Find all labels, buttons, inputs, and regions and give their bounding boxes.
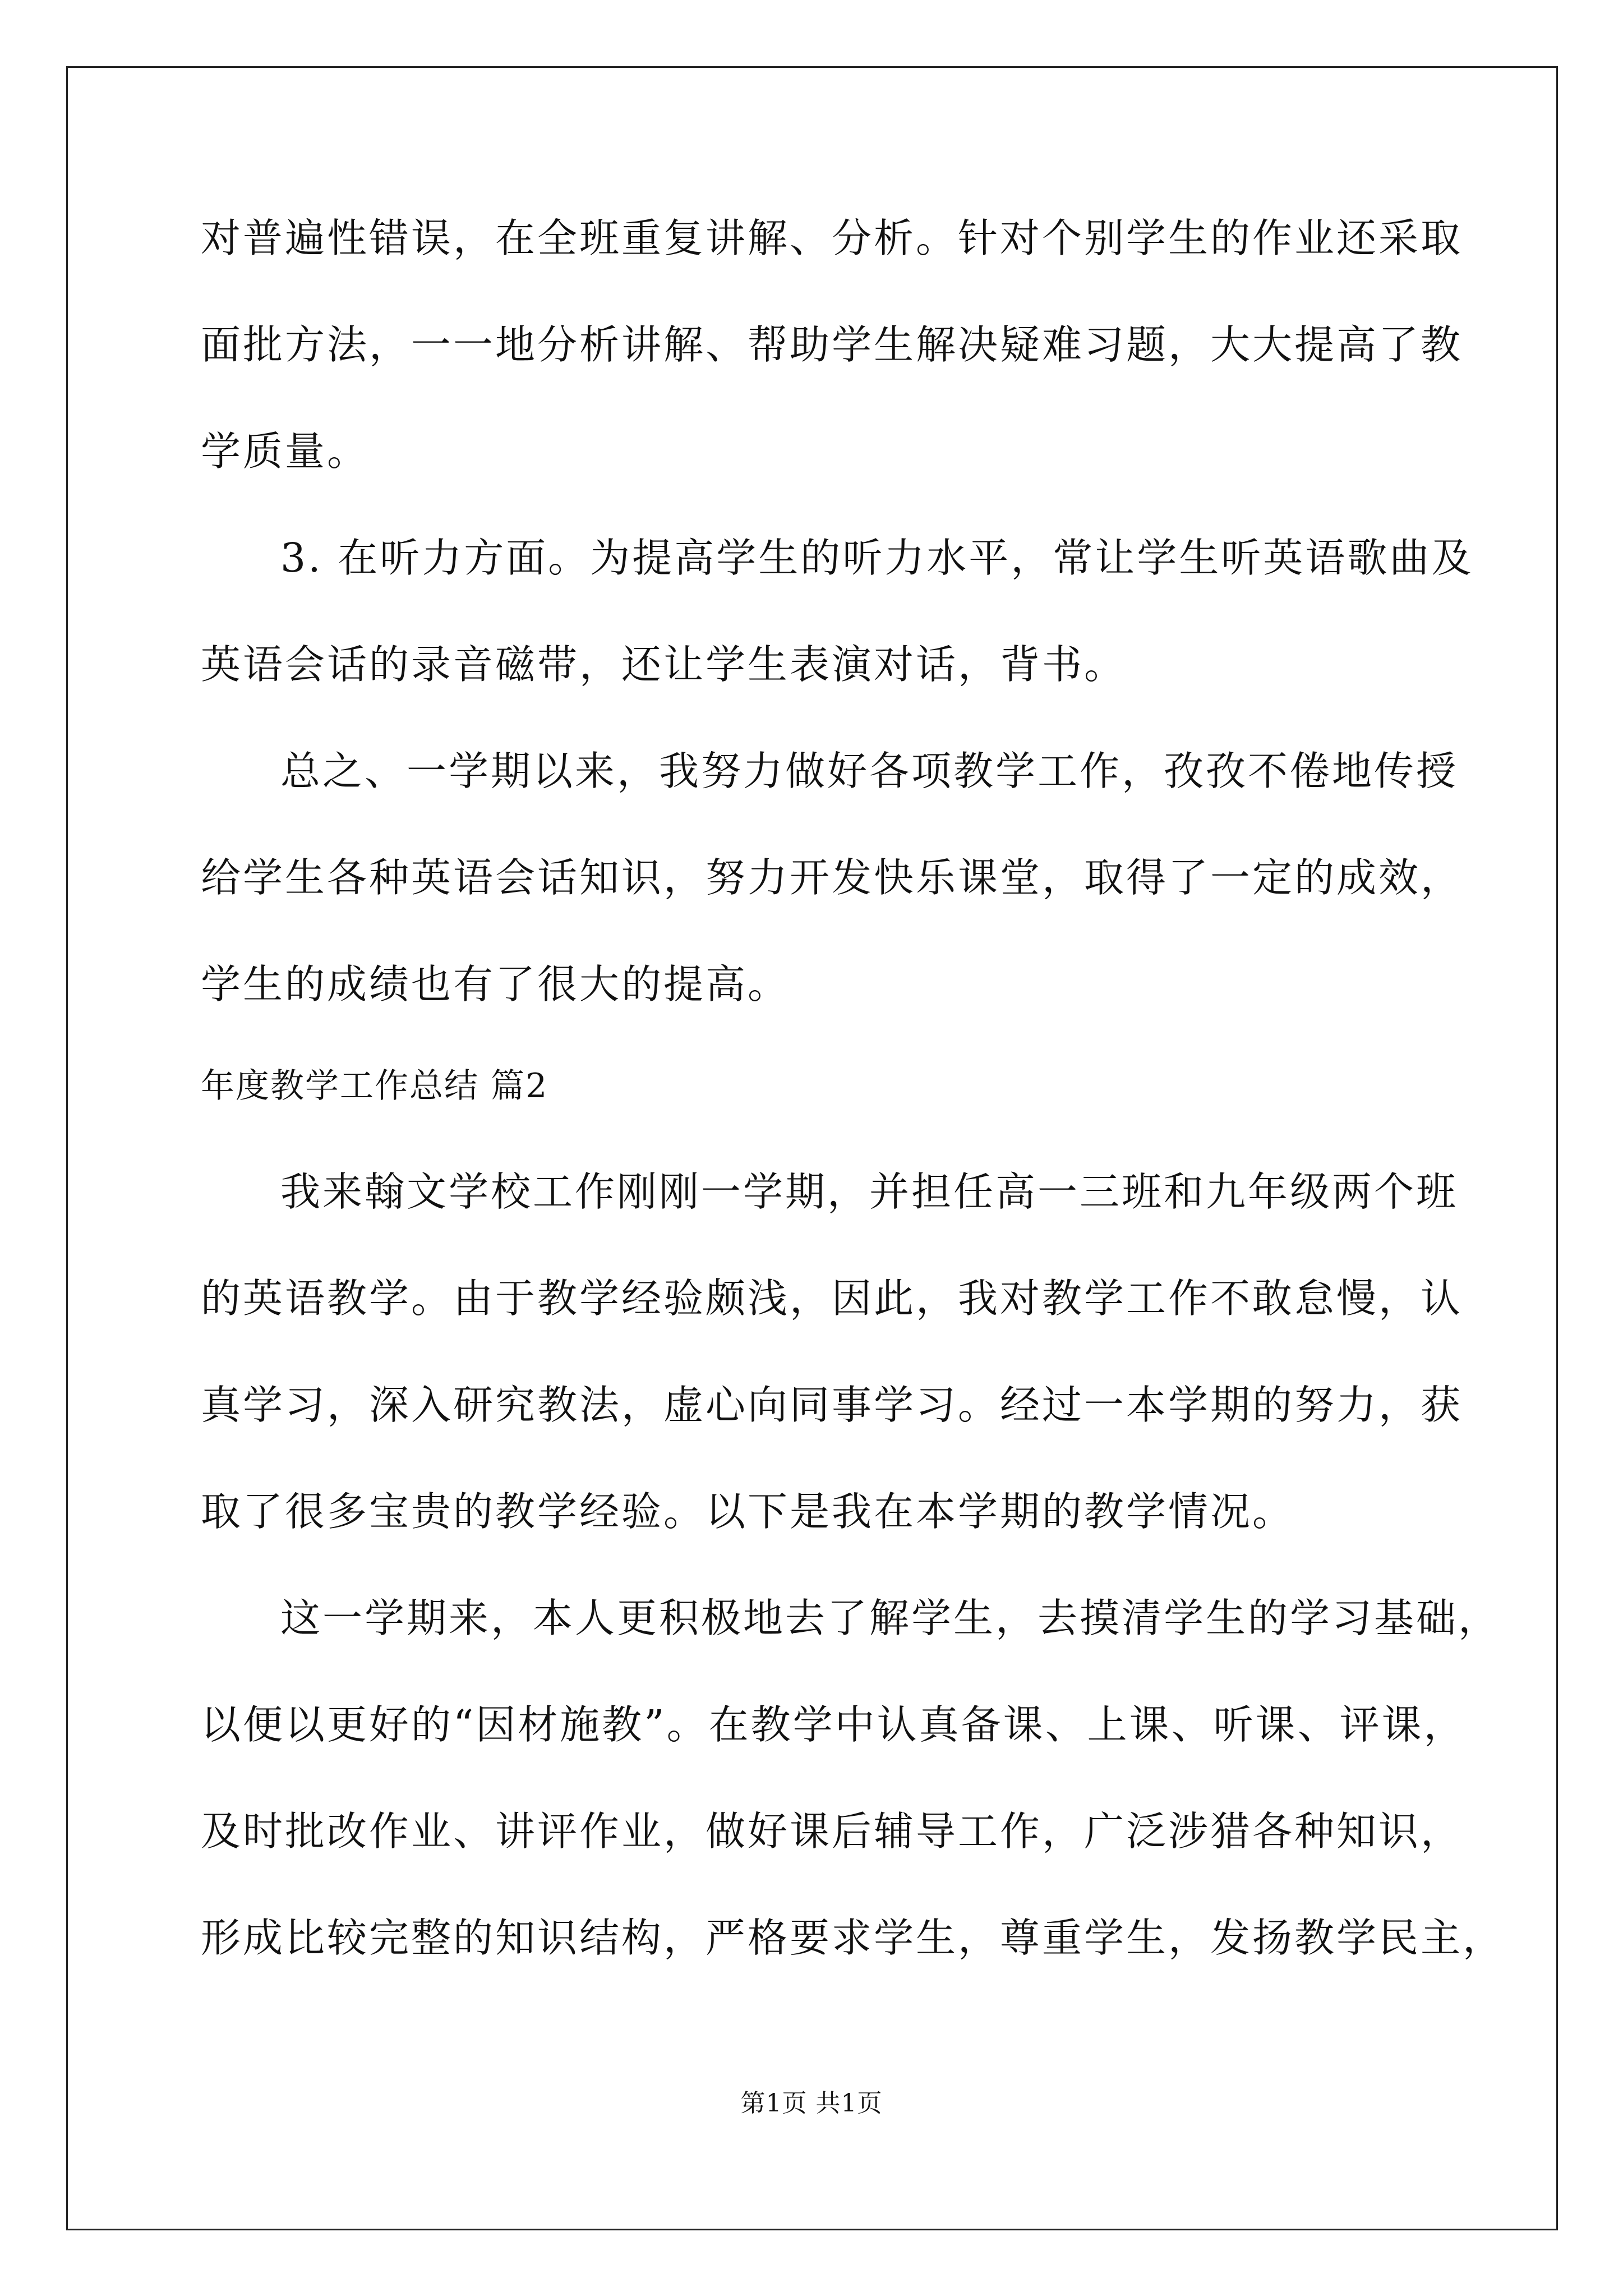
paragraph-line: 的英语教学。由于教学经验颇浅，因此，我对教学工作不敢怠慢，认 (201, 1275, 1463, 1322)
paragraph-line: 我来翰文学校工作刚刚一学期，并担任高一三班和九年级两个班 (280, 1168, 1459, 1215)
paragraph-line: 学质量。 (201, 428, 370, 475)
paragraph-line: 英语会话的录音磁带，还让学生表演对话，背书。 (201, 641, 1127, 688)
paragraph-line: 及时批改作业、讲评作业，做好课后辅导工作，广泛涉猎各种知识， (201, 1808, 1463, 1855)
page-number: 第1页 共1页 (740, 2089, 883, 2118)
paragraph-line: 以便以更好的“因材施教”。在教学中认真备课、上课、听课、评课， (201, 1701, 1466, 1748)
page-border (66, 66, 1558, 2230)
paragraph-line: 总之、一学期以来，我努力做好各项教学工作，孜孜不倦地传授 (280, 748, 1459, 794)
paragraph-line: 取了很多宝贵的教学经验。以下是我在本学期的教学情况。 (201, 1488, 1295, 1535)
paragraph-line: 面批方法，一一地分析讲解、帮助学生解决疑难习题，大大提高了教 (201, 321, 1463, 368)
paragraph-line: 形成比较完整的知识结构，严格要求学生，尊重学生，发扬教学民主， (201, 1915, 1505, 1961)
paragraph-line: 给学生各种英语会话知识，努力开发快乐课堂，取得了一定的成效， (201, 854, 1463, 901)
paragraph-line: 真学习，深入研究教法，虚心向同事学习。经过一本学期的努力，获 (201, 1382, 1463, 1428)
paragraph-line: 3. 在听力方面。为提高学生的听力水平，常让学生听英语歌曲及 (280, 535, 1474, 581)
section-heading: 年度教学工作总结 篇2 (201, 1066, 548, 1106)
paragraph-line: 学生的成绩也有了很大的提高。 (201, 961, 790, 1007)
paragraph-line: 对普遍性错误，在全班重复讲解、分析。针对个别学生的作业还采取 (201, 215, 1463, 261)
paragraph-line: 这一学期来，本人更积极地去了解学生，去摸清学生的学习基础， (280, 1595, 1501, 1641)
